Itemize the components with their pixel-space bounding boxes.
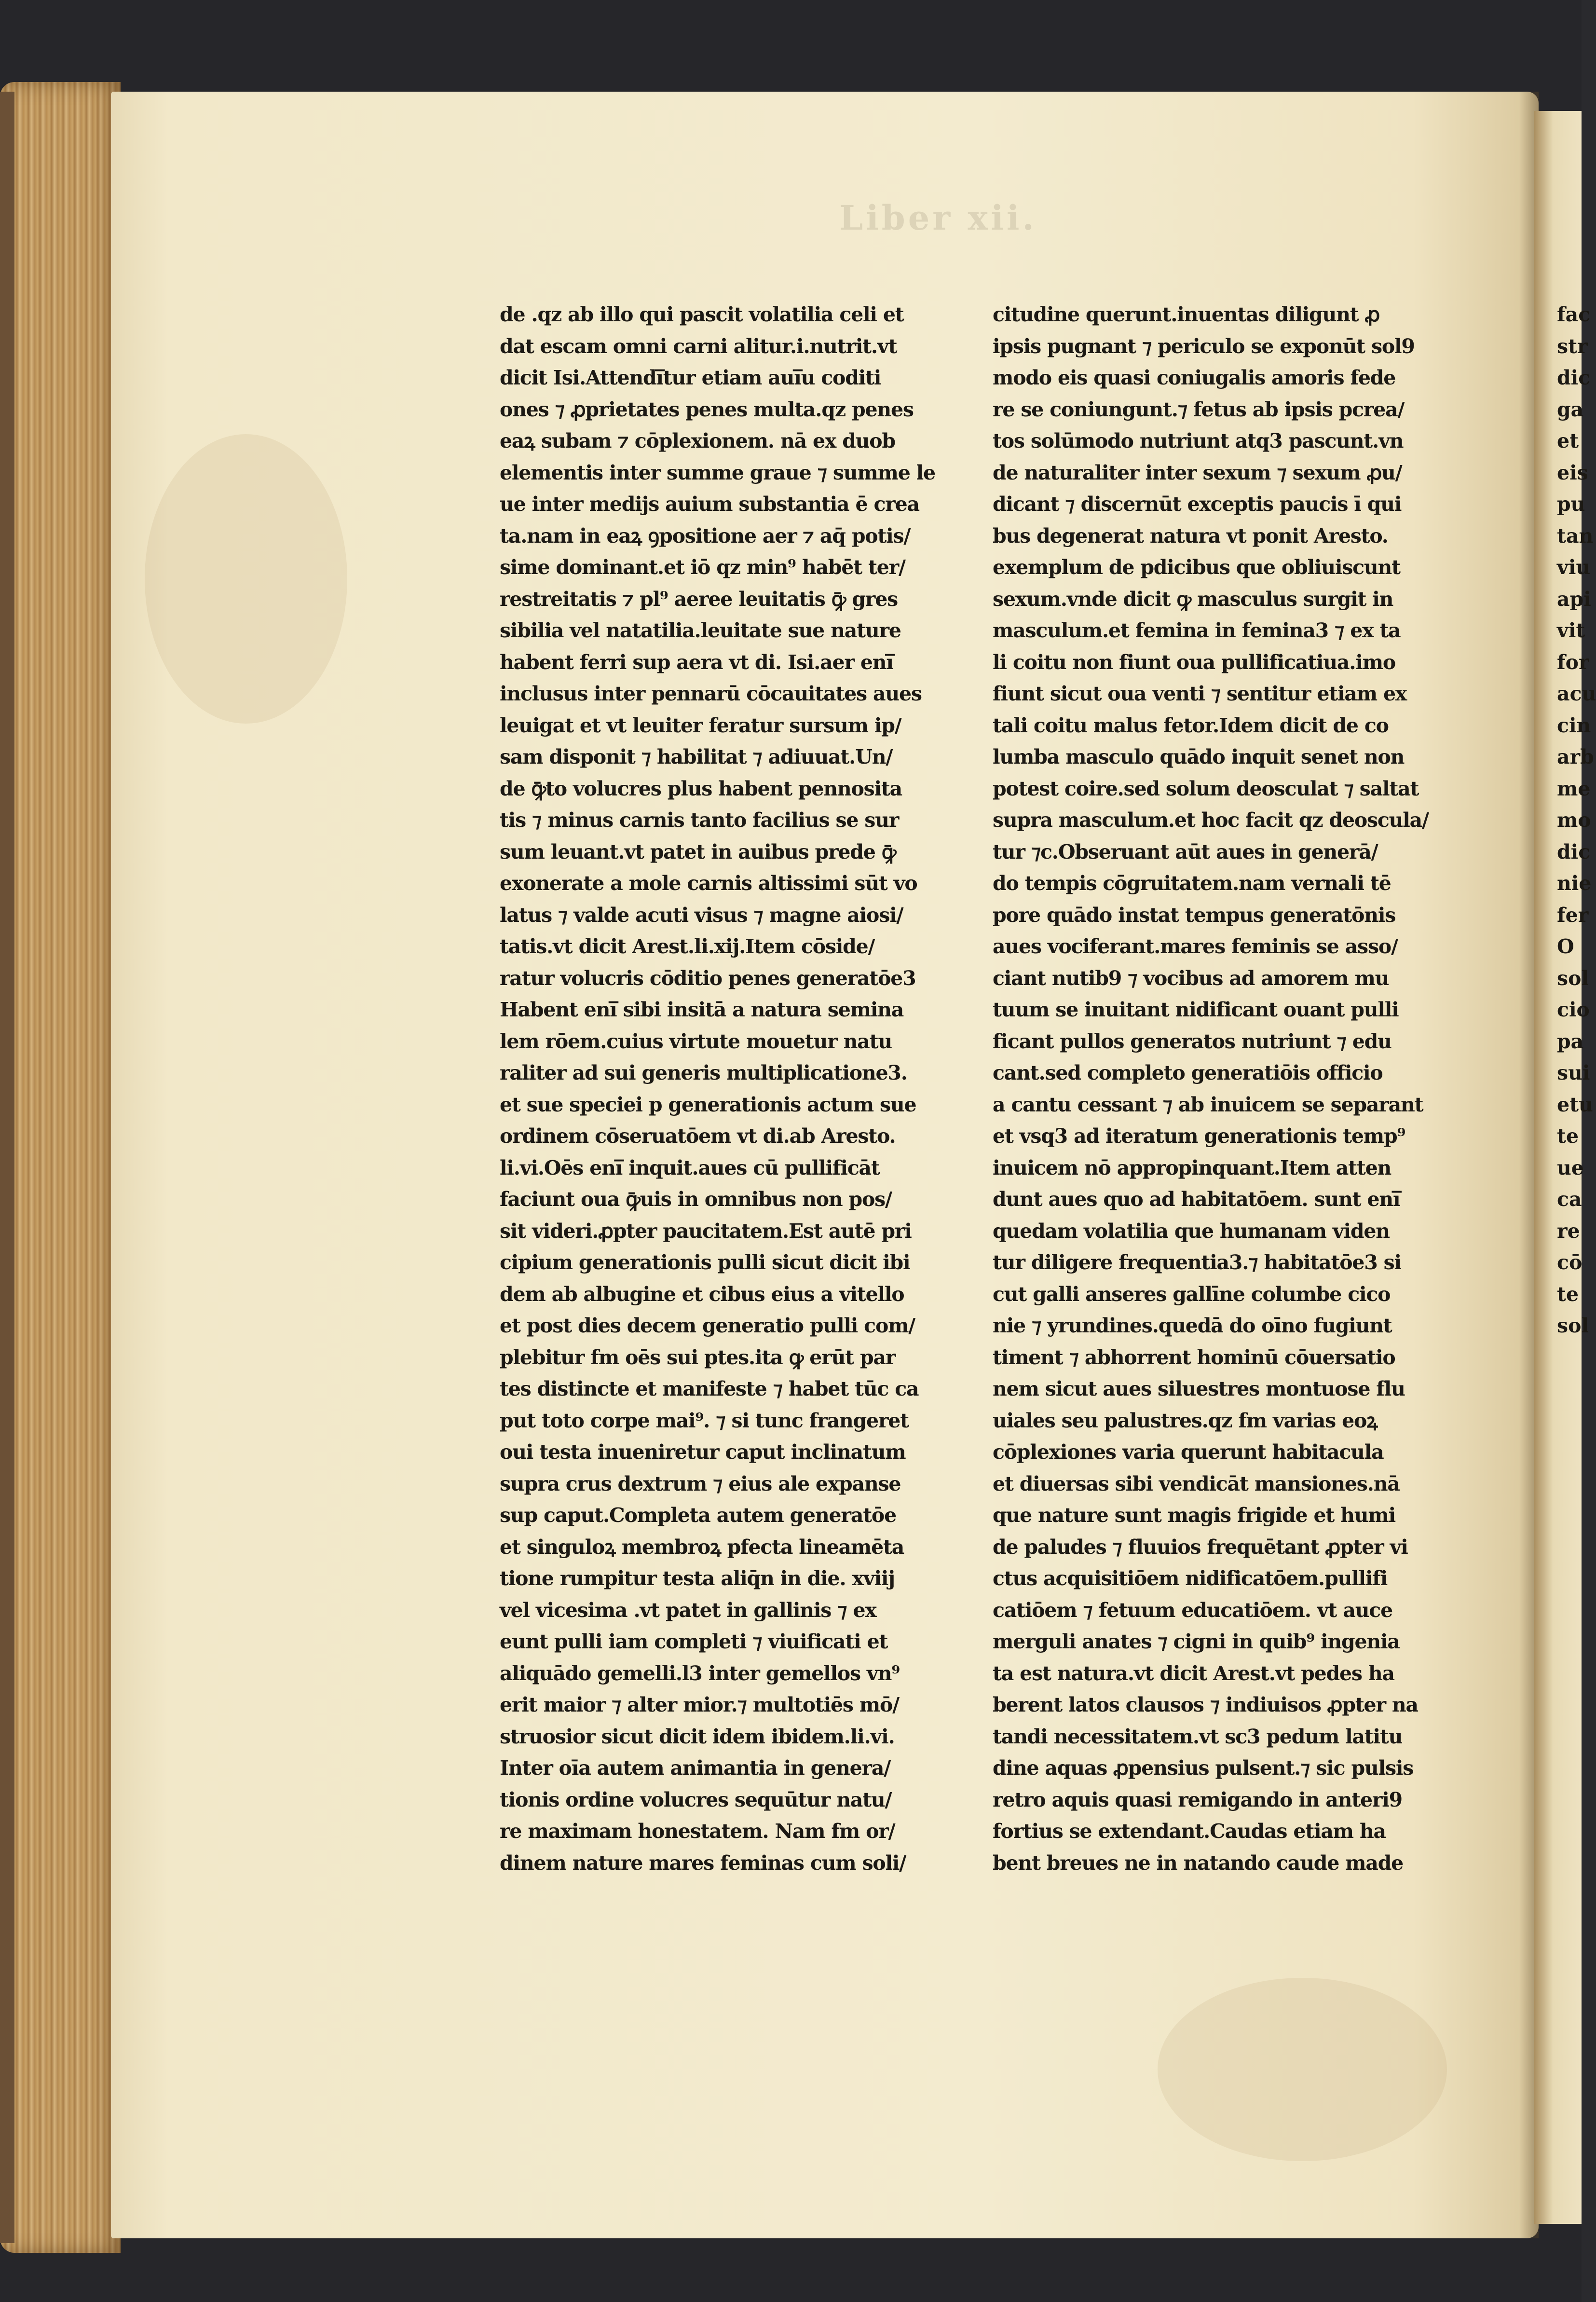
margin-fragment: vit	[1557, 619, 1585, 642]
text-line: modo eis quasi coniugalis amoris fede	[993, 366, 1396, 389]
text-line: et singuloꝝ membroꝝ pfecta lineamēta	[500, 1535, 904, 1559]
text-line: dunt aues quo ad habitatōem. sunt eni̅	[993, 1188, 1400, 1211]
text-column-left	[500, 299, 953, 1879]
margin-fragment: acu	[1557, 682, 1596, 705]
text-line: ciant nutib9 ⁊ vocibus ad amorem mu	[993, 966, 1389, 990]
text-line: ta.nam in eaꝝ ꝯpositione aer ⁊ aq̄ potis/	[500, 524, 911, 548]
text-line: inclusus inter pennarū cōcauitates aues	[500, 682, 922, 705]
text-line: cipium generationis pulli sicut dicit ibi	[500, 1251, 910, 1274]
paper-stain	[1158, 1978, 1447, 2161]
text-line: dine aquas ꝓpensius pulsent.⁊ sic pulsis	[993, 1756, 1414, 1780]
margin-fragment: for	[1557, 650, 1589, 674]
margin-fragment: dic	[1557, 840, 1591, 863]
text-line: dinem nature mares feminas cum soli/	[500, 1851, 906, 1875]
margin-fragment: cō	[1557, 1251, 1582, 1274]
text-line: supra masculum.et hoc facit qz deoscula/	[993, 808, 1429, 832]
text-line: leuigat et vt leuiter feratur sursum ip/	[500, 713, 901, 737]
text-line: fortius se extendant.Caudas etiam ha	[993, 1820, 1386, 1843]
text-line: tuum se inuitant nidificant ouant pulli	[993, 998, 1399, 1021]
text-line: potest coire.sed solum deosculat ⁊ saltat	[993, 777, 1419, 800]
text-line: uiales seu palustres.qz fm varias eoꝝ	[993, 1409, 1378, 1432]
margin-fragment: te	[1557, 1124, 1579, 1148]
margin-fragment: sui	[1557, 1061, 1590, 1084]
text-line: ficant pullos generatos nutriunt ⁊ edu	[993, 1029, 1391, 1053]
text-line: struosior sicut dicit idem ibidem.li.vi.	[500, 1725, 895, 1748]
text-line: aliquādo gemelli.l3 inter gemellos vn⁹	[500, 1661, 900, 1685]
text-line: li coitu non fiunt oua pullificatiua.imo	[993, 650, 1396, 674]
text-line: nem sicut aues siluestres montuose flu	[993, 1377, 1405, 1400]
margin-fragment: ue	[1557, 1156, 1584, 1179]
text-line: bus degenerat natura vt ponit Aresto.	[993, 524, 1388, 548]
text-line: a cantu cessant ⁊ ab inuicem se separant	[993, 1093, 1423, 1116]
text-line: cant.sed completo generatiōis officio	[993, 1061, 1383, 1084]
text-line: put toto corpe mai⁹. ⁊ si tunc frangeret	[500, 1409, 909, 1432]
text-line: tes distincte et manifeste ⁊ habet tūc ca	[500, 1377, 919, 1400]
text-line: et diuersas sibi vendicāt mansiones.nā	[993, 1472, 1400, 1495]
margin-fragment: O	[1557, 935, 1574, 958]
text-line: li.vi.Oēs eni̅ inquit.aues cū pullificāt	[500, 1156, 880, 1179]
text-line: aues vociferant.mares feminis se asso/	[993, 935, 1398, 958]
margin-fragment: fac	[1557, 303, 1591, 326]
text-line: ctus acquisitiōem nidificatōem.pullifi	[993, 1567, 1388, 1590]
margin-fragment: me	[1557, 777, 1591, 800]
margin-fragment: fer	[1557, 903, 1589, 927]
text-line: inuicem nō appropinquant.Item atten	[993, 1156, 1391, 1179]
text-line: masculum.et femina in femina3 ⁊ ex ta	[993, 619, 1401, 642]
text-line: fiunt sicut oua venti ⁊ sentitur etiam ex	[993, 682, 1407, 705]
text-line: tandi necessitatem.vt sc3 pedum latitu	[993, 1725, 1403, 1748]
margin-fragment: arb	[1557, 745, 1594, 768]
adjacent-page-text-fragments	[1557, 299, 1596, 1342]
text-line: exemplum de pdicibus que obliuiscunt	[993, 556, 1400, 579]
text-line: ordinem cōseruatōem vt di.ab Aresto.	[500, 1124, 896, 1148]
text-line: et post dies decem generatio pulli com/	[500, 1314, 915, 1337]
text-line: de .qz ab illo qui pascit volatilia celi et	[500, 303, 904, 326]
text-line: exonerate a mole carnis altissimi sūt vo	[500, 872, 917, 895]
text-line: catiōem ⁊ fetuum educatiōem. vt auce	[993, 1598, 1392, 1622]
text-line: do tempis cōgruitatem.nam vernali tē	[993, 872, 1391, 895]
text-line: dicant ⁊ discernūt exceptis paucis ī qui	[993, 493, 1402, 516]
margin-fragment: sol	[1557, 966, 1589, 990]
margin-fragment: cin	[1557, 713, 1591, 737]
margin-fragment: eis	[1557, 461, 1588, 484]
text-line: sime dominant.et iō qz min⁹ habēt ter/	[500, 556, 905, 579]
text-line: latus ⁊ valde acuti visus ⁊ magne aiosi/	[500, 903, 903, 927]
text-line: habent ferri sup aera vt di. Isi.aer eni̅	[500, 650, 893, 674]
text-line: timent ⁊ abhorrent hominū cōuersatio	[993, 1345, 1395, 1369]
text-line: lumba masculo quādo inquit senet non	[993, 745, 1405, 768]
text-line: Habent eni̅ sibi insitā a natura semina	[500, 998, 904, 1021]
text-line: tionis ordine volucres sequūtur natu/	[500, 1788, 892, 1811]
margin-fragment: te	[1557, 1282, 1579, 1306]
text-line: erit maior ⁊ alter mior.⁊ multotiēs mō/	[500, 1693, 899, 1716]
text-line: de paludes ⁊ fluuios frequētant ꝓpter vi	[993, 1535, 1408, 1559]
book-cover-edge	[0, 92, 14, 2243]
text-line: Inter oīa autem animantia in genera/	[500, 1756, 891, 1780]
text-line: tur diligere frequentia3.⁊ habitatōe3 si	[993, 1251, 1401, 1274]
text-line: tos solūmodo nutriunt atq3 pascunt.vn	[993, 429, 1404, 452]
text-line: ipsis pugnant ⁊ periculo se exponūt sol9	[993, 334, 1415, 358]
text-line: tali coitu malus fetor.Idem dicit de co	[993, 713, 1389, 737]
text-line: de ꝙ̄to volucres plus habent pennosita	[500, 777, 902, 800]
text-line: nie ⁊ yrundines.quedā do oīno fugiunt	[993, 1314, 1392, 1337]
running-head: Liber xii.	[839, 198, 1037, 238]
paper-stain	[145, 434, 347, 724]
margin-fragment: pa	[1557, 1029, 1584, 1053]
text-line: sum leuant.vt patet in auibus prede ꝙ̄	[500, 840, 896, 863]
text-line: lem rōem.cuius virtute mouetur natu	[500, 1029, 892, 1053]
margin-fragment: nie	[1557, 872, 1592, 895]
text-line: sam disponit ⁊ habilitat ⁊ adiuuat.Un/	[500, 745, 893, 768]
margin-fragment: ga	[1557, 397, 1584, 421]
text-line: oui testa inueniretur caput inclinatum	[500, 1440, 906, 1464]
text-line: ta est natura.vt dicit Arest.vt pedes ha	[993, 1661, 1394, 1685]
margin-fragment: pu	[1557, 493, 1585, 516]
text-line: et sue speciei p generationis actum sue	[500, 1093, 916, 1116]
text-line: eunt pulli iam completi ⁊ viuificati et	[500, 1630, 888, 1653]
text-line: re se coniungunt.⁊ fetus ab ipsis pcrea/	[993, 397, 1405, 421]
text-line: tis ⁊ minus carnis tanto facilius se sur	[500, 808, 899, 832]
text-line: dem ab albugine et cibus eius a vitello	[500, 1282, 904, 1306]
text-line: dicit Isi.Attendi̅tur etiam aui̅u coditi	[500, 366, 881, 389]
text-line: dat escam omni carni alitur.i.nutrit.vt	[500, 334, 897, 358]
text-line: sibilia vel natatilia.leuitate sue nature	[500, 619, 901, 642]
text-line: berent latos clausos ⁊ indiuisos ꝓpter na	[993, 1693, 1418, 1716]
text-line: tatis.vt dicit Arest.li.xij.Item cōside/	[500, 935, 875, 958]
margin-fragment: str	[1557, 334, 1588, 358]
margin-fragment: api	[1557, 587, 1591, 611]
text-line: merguli anates ⁊ cigni in quib⁹ ingenia	[993, 1630, 1400, 1653]
text-line: citudine querunt.inuentas diligunt ꝓ	[993, 303, 1380, 326]
text-line: sexum.vnde dicit ꝙ masculus surgit in	[993, 587, 1393, 611]
book-fore-edge	[0, 82, 121, 2253]
text-line: ones ⁊ ꝓprietates penes multa.qz penes	[500, 397, 914, 421]
text-line: quedam volatilia que humanam viden	[993, 1219, 1390, 1243]
text-line: tione rumpitur testa aliq̄n in die. xviij	[500, 1567, 895, 1590]
text-line: pore quādo instat tempus generatōnis	[993, 903, 1396, 927]
text-line: sup caput.Completa autem generatōe	[500, 1504, 896, 1527]
margin-fragment: ca	[1557, 1188, 1582, 1211]
text-line: re maximam honestatem. Nam fm or/	[500, 1820, 895, 1843]
text-column-right	[993, 299, 1446, 1879]
text-line: supra crus dextrum ⁊ eius ale expanse	[500, 1472, 901, 1495]
text-line: bent breues ne in natando caude made	[993, 1851, 1404, 1875]
margin-fragment: viu	[1557, 556, 1591, 579]
margin-fragment: re	[1557, 1219, 1580, 1243]
text-line: vel vicesima .vt patet in gallinis ⁊ ex	[500, 1598, 876, 1622]
margin-fragment: mo	[1557, 808, 1591, 832]
text-line: restreitatis ⁊ pl⁹ aeree leuitatis ꝙ̄ gres	[500, 587, 898, 611]
text-line: retro aquis quasi remigando in anteri9	[993, 1788, 1402, 1811]
text-line: eaꝝ subam ⁊ cōplexionem. nā ex duob	[500, 429, 895, 452]
text-line: de naturaliter inter sexum ⁊ sexum ꝓu/	[993, 461, 1402, 484]
text-line: et vsq3 ad iteratum generationis temp⁹	[993, 1124, 1405, 1148]
text-line: raliter ad sui generis multiplicatione3.	[500, 1061, 907, 1084]
text-line: plebitur fm oēs sui ptes.ita ꝙ erūt par	[500, 1345, 896, 1369]
text-line: que nature sunt magis frigide et humi	[993, 1504, 1395, 1527]
margin-fragment: dic	[1557, 366, 1591, 389]
margin-fragment: et	[1557, 429, 1579, 452]
text-line: elementis inter summe graue ⁊ summe le	[500, 461, 935, 484]
text-line: ue inter medijs auium substantia ē crea	[500, 493, 919, 516]
text-line: sit videri.ꝓpter paucitatem.Est autē pri	[500, 1219, 912, 1243]
margin-fragment: etu	[1557, 1093, 1593, 1116]
text-line: cut galli anseres gallīne columbe cico	[993, 1282, 1391, 1306]
margin-fragment: cio	[1557, 998, 1590, 1021]
margin-fragment: sol	[1557, 1314, 1589, 1337]
text-line: faciunt oua ꝙ̄uis in omnibus non pos/	[500, 1188, 892, 1211]
text-line: cōplexiones varia querunt habitacula	[993, 1440, 1384, 1464]
text-line: tur ⁊c.Obseruant aūt aues in generā/	[993, 840, 1378, 863]
margin-fragment: tan	[1557, 524, 1594, 548]
text-line: ratur volucris cōditio penes generatōe3	[500, 966, 916, 990]
